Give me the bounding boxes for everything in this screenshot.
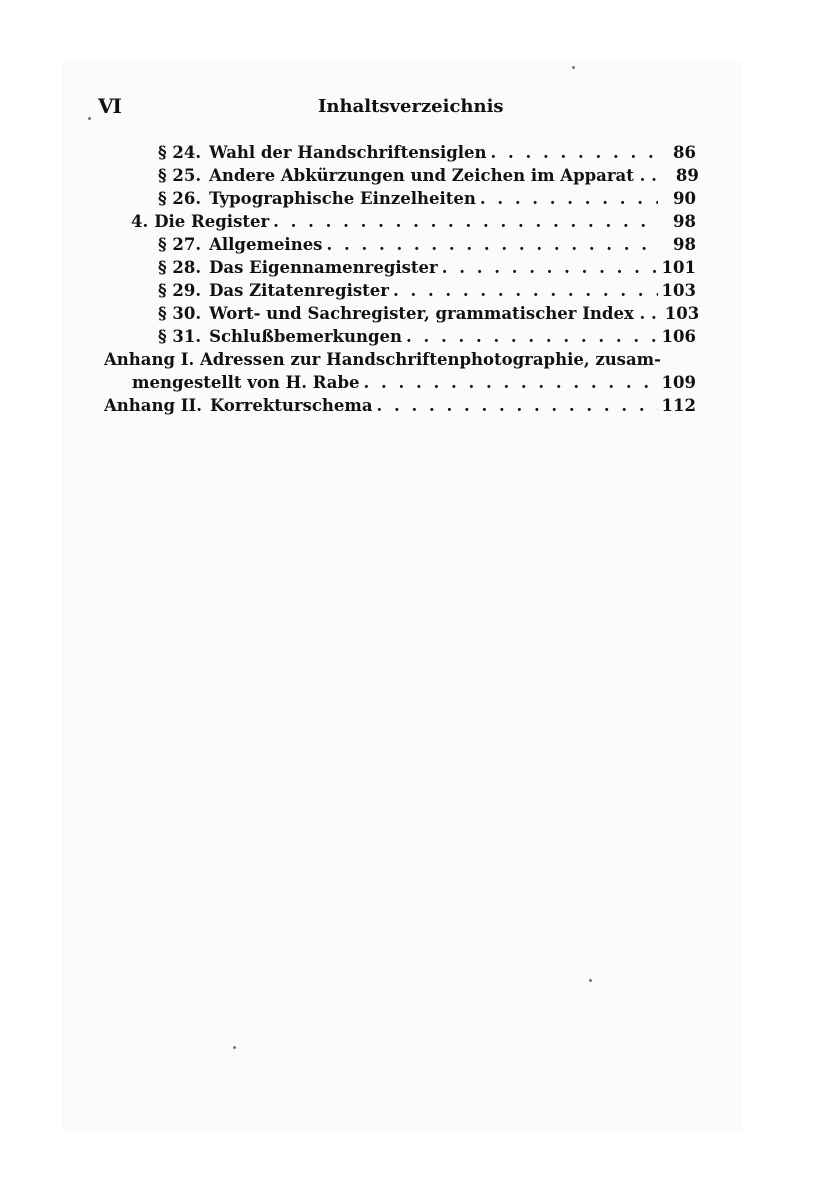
toc-section-number: § 31. [158, 327, 202, 346]
toc-entry [158, 326, 696, 348]
scan-speck [233, 1046, 236, 1049]
toc-section-number: Anhang II. [104, 396, 202, 415]
scan-speck [572, 66, 575, 69]
page-number: VI [98, 94, 121, 118]
toc-entry [158, 280, 696, 302]
toc-title: Das Eigennamenregister [209, 258, 438, 277]
toc-title: Korrekturschema [209, 396, 373, 415]
dot-leader [273, 211, 658, 233]
toc-section-number: § 27. [158, 235, 202, 254]
toc-entry [158, 188, 696, 210]
dot-leader [406, 326, 658, 348]
toc-section-number: § 29. [158, 281, 202, 300]
toc-page-number: 98 [673, 235, 696, 254]
toc-entry [132, 372, 696, 394]
toc-entry [158, 303, 700, 325]
toc-page-number: 109 [661, 373, 696, 392]
toc-entry [104, 395, 696, 417]
toc-section-number: § 24. [158, 143, 202, 162]
dot-leader [480, 188, 658, 210]
dot-leader [393, 280, 658, 302]
toc-section-number: 4. [131, 212, 149, 231]
running-title: Inhaltsverzeichnis [318, 96, 504, 117]
toc-section-number: § 25. [158, 166, 202, 185]
scan-speck [589, 979, 592, 982]
toc-title: Allgemeines [209, 235, 323, 254]
toc-section-number: § 28. [158, 258, 202, 277]
toc-title: Wahl der Handschriftensiglen [209, 143, 487, 162]
toc-page-number: 86 [673, 143, 696, 162]
dot-leader [377, 395, 658, 417]
dot-leader [364, 372, 658, 394]
toc-page-number: 90 [673, 189, 696, 208]
page-header [0, 94, 840, 124]
toc-entry [158, 234, 696, 256]
toc-title: Typographische Einzelheiten [209, 189, 476, 208]
toc-title: Das Zitatenregister [209, 281, 389, 300]
toc-page-number: 112 [661, 396, 696, 415]
toc-entry [131, 211, 696, 233]
toc-entry [158, 165, 699, 187]
toc-page-number: 98 [673, 212, 696, 231]
toc-section-number: § 30. [158, 304, 202, 323]
toc-page-number: 103 [664, 304, 700, 323]
dot-leader [442, 257, 658, 279]
toc-section-number: § 26. [158, 189, 202, 208]
toc-entry [158, 142, 696, 164]
toc-title: Wort- und Sachregister, grammatischer Index . . [209, 304, 657, 323]
toc-page-number: 89 [675, 166, 699, 185]
toc-page-number: 101 [661, 258, 696, 277]
toc-page-number: 106 [661, 327, 696, 346]
toc-title: Die Register [154, 212, 270, 231]
toc-title: Andere Abkürzungen und Zeichen im Apparat . . [209, 166, 657, 185]
dot-leader [491, 142, 658, 164]
toc-page-number: 103 [661, 281, 696, 300]
scan-speck [88, 117, 91, 120]
dot-leader [326, 234, 658, 256]
toc-title: Schlußbemerkungen [209, 327, 402, 346]
toc-entry [158, 257, 696, 279]
toc-entry-first-line: Anhang I. Adressen zur Handschriftenphotographie, zusam- [104, 350, 661, 369]
toc-title: mengestellt von H. Rabe [132, 373, 360, 392]
